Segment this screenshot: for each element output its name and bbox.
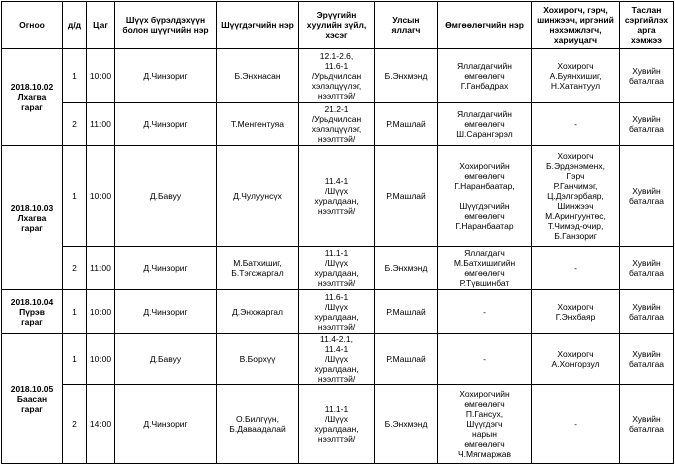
row-defendant: Т.Менгентуяа — [217, 103, 299, 146]
row-judge: Д.Чинзориг — [115, 247, 217, 290]
header-defendant: Шүүгдэгчийн нэр — [217, 2, 299, 49]
row-prosecutor: Б.Энхмэнд — [375, 247, 438, 290]
row-judge: Д.Чинзориг — [115, 290, 217, 334]
row-lawyer: - — [438, 334, 532, 385]
row-defendant: Д.Чулуунсүх — [217, 146, 299, 247]
row-num: 1 — [63, 49, 87, 103]
row-measure: Хувийн баталгаа — [620, 385, 674, 464]
row-lawyer: - — [438, 290, 532, 334]
header-row — [2, 2, 674, 49]
row-num: 2 — [63, 385, 87, 464]
header-prosecutor: Улсын яллагч — [375, 2, 438, 49]
date-cell: 2018.10.03 Лхагва гараг — [2, 146, 63, 290]
row-prosecutor: Р.Машлай — [375, 290, 438, 334]
row-judge: Д.Чинзориг — [115, 103, 217, 146]
row-lawyer: Хохирогчийн өмгөөлөгч Г.Наранбаатар, Шүүгдэгчийн өмгөөлөгч Г.Наранбаатар — [438, 146, 532, 247]
row-participants: Хохирогч Б.Эрдэнэменх, Гэрч Р.Ганчимэг, Ц.Дэлгэрбаяр, Шинжээч М.Арингуунтөс, Т.Чимэд-очир, Б.Ганзориг — [532, 146, 620, 247]
row-time: 10:00 — [87, 146, 115, 247]
date-cell: 2018.10.04 Пүрэв гараг — [2, 290, 63, 334]
row-lawyer: Яллагдагчийн өмгөөлөгч Ш.Сарангэрэл — [438, 103, 532, 146]
header-date: Огноо — [2, 2, 63, 49]
row-prosecutor: Б.Энхмэнд — [375, 49, 438, 103]
row-time: 11:00 — [87, 103, 115, 146]
row-participants: - — [532, 247, 620, 290]
row-time: 10:00 — [87, 49, 115, 103]
row-measure: Хувийн баталгаа — [620, 49, 674, 103]
row-defendant: М.Батхишиг, Б.Тэгсжаргал — [217, 247, 299, 290]
row-participants: Хохирогч Г.Энхбаяр — [532, 290, 620, 334]
row-time: 10:00 — [87, 290, 115, 334]
row-num: 2 — [63, 103, 87, 146]
table-row — [2, 146, 674, 247]
row-prosecutor: Р.Машлай — [375, 146, 438, 247]
row-participants: Хохирогч А.Буянхишиг, Н.Хатантуул — [532, 49, 620, 103]
table-row — [2, 385, 674, 464]
header-time: Цаг — [87, 2, 115, 49]
row-article: 11.1-1 /Шүүх хуралдаан, нээлттэй/ — [299, 247, 375, 290]
row-lawyer: Яллагдагч М.Батхишигийн өмгөөлөгч Р.Түвшинбат — [438, 247, 532, 290]
row-time: 11:00 — [87, 247, 115, 290]
row-time: 14:00 — [87, 385, 115, 464]
row-num: 2 — [63, 247, 87, 290]
row-measure: Хувийн баталгаа — [620, 290, 674, 334]
row-participants: - — [532, 103, 620, 146]
header-participants: Хохирогч, гэрч, шинжээч, иргэний нэхэмжлэгч, хариуцагч — [532, 2, 620, 49]
row-prosecutor: Р.Машлай — [375, 334, 438, 385]
row-judge: Д.Чинзориг — [115, 385, 217, 464]
row-num: 1 — [63, 334, 87, 385]
row-article: 11.6-1 /Шүүх хуралдаан, нээлттэй/ — [299, 290, 375, 334]
table-row — [2, 290, 674, 334]
row-article: 12.1-2.6, 11.6-1 /Урьдчилсан хэлэлцүүлэг, нээлттэй/ — [299, 49, 375, 103]
row-judge: Д.Бавуу — [115, 334, 217, 385]
row-article: 11.4-2.1, 11.4-1 /Шүүх хуралдаан, нээлттэй/ — [299, 334, 375, 385]
date-cell: 2018.10.05 Баасан гараг — [2, 334, 63, 464]
table-row — [2, 103, 674, 146]
row-participants: - — [532, 385, 620, 464]
row-lawyer: Хохирогчийн өмгөөлөгч П.Гансух, Шүүгдэгч нарын өмгөөлөгч Ч.Мягмаржав — [438, 385, 532, 464]
table-row — [2, 247, 674, 290]
row-participants: Хохирогч А.Хонгорзул — [532, 334, 620, 385]
row-time: 10:00 — [87, 334, 115, 385]
header-lawyer: Өмгөөлөгчийн нэр — [438, 2, 532, 49]
row-num: 1 — [63, 146, 87, 247]
row-defendant: В.Борхүү — [217, 334, 299, 385]
row-article: 21.2-1 /Урьдчилсан хэлэлцүүлэг, нээлттэй/ — [299, 103, 375, 146]
row-article: 11.4-1 /Шүүх хуралдаан, нээлттэй/ — [299, 146, 375, 247]
row-article: 11.1-1 /Шүүх хуралдаан, нээлттэй/ — [299, 385, 375, 464]
header-measure: Таслан сэргийлэх арга хэмжээ — [620, 2, 674, 49]
row-defendant: О.Билгүүн, Б.Даваадалай — [217, 385, 299, 464]
court-schedule-table — [1, 1, 674, 464]
row-judge: Д.Чинзориг — [115, 49, 217, 103]
row-measure: Хувийн баталгаа — [620, 103, 674, 146]
date-cell: 2018.10.02 Лхагва гараг — [2, 49, 63, 146]
row-defendant: Д.Энхжаргал — [217, 290, 299, 334]
row-defendant: Б.Энхнасан — [217, 49, 299, 103]
header-judge: Шүүх бүрэлдэхүүн болон шүүгчийн нэр — [115, 2, 217, 49]
row-prosecutor: Р.Машлай — [375, 103, 438, 146]
row-measure: Хувийн баталгаа — [620, 334, 674, 385]
row-prosecutor: Б.Энхмэнд — [375, 385, 438, 464]
row-judge: Д.Бавуу — [115, 146, 217, 247]
row-num: 1 — [63, 290, 87, 334]
row-measure: Хувийн баталгаа — [620, 247, 674, 290]
table-row — [2, 49, 674, 103]
row-measure: Хувийн баталгаа — [620, 146, 674, 247]
header-article: Эрүүгийн хуулийн зүйл, хэсэг — [299, 2, 375, 49]
table-row — [2, 334, 674, 385]
header-num: д/д — [63, 2, 87, 49]
row-lawyer: Яллагдагчийн өмгөөлөгч Г.Ганбадрах — [438, 49, 532, 103]
